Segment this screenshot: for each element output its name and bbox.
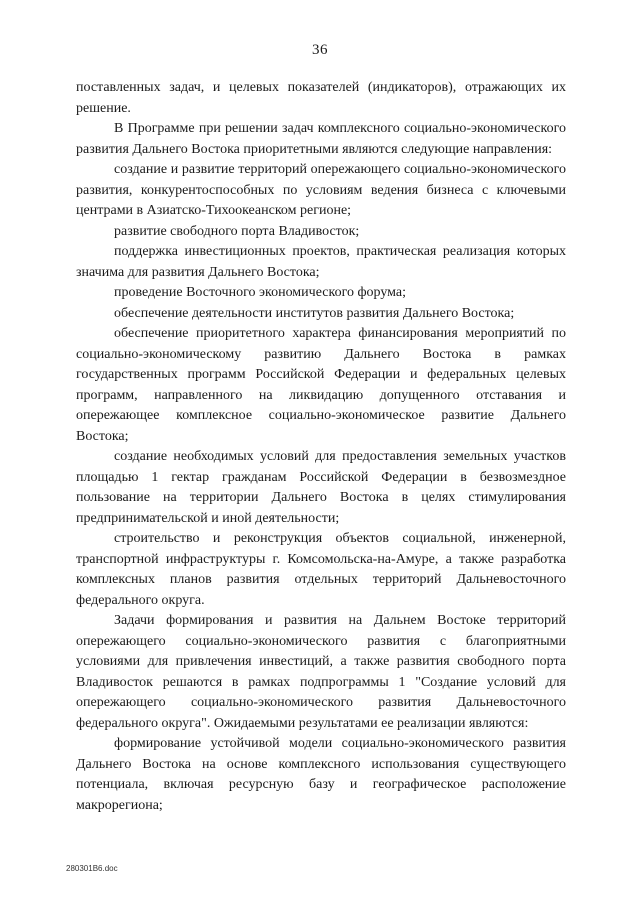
file-name-footer: 280301B6.doc — [66, 864, 118, 873]
paragraph-intro: В Программе при решении задач комплексного социально-экономического развития Дальнего Востока приоритетными являются следующие направления: — [76, 121, 566, 157]
document-body — [76, 78, 566, 816]
page-number: 36 — [312, 42, 328, 58]
list-item-komsomolsk: строительство и реконструкция объектов социальной, инженерной, транспортной инфраструктуры г. Комсомольска-на-Амуре, а также разработка комплексных планов развития отдельных территорий Дальневосточного федерального округа. — [76, 531, 566, 608]
list-item-free-port: развитие свободного порта Владивосток; — [114, 223, 360, 239]
list-item-forum: проведение Восточного экономического форума; — [114, 285, 407, 300]
list-item-financing: обеспечение приоритетного характера финансирования мероприятий по социально-экономическому развитию Дальнего Востока в рамках государственных программ Российской Федерации и федеральных целевых программ, направленного на ликвидацию допущенного отставания и опережающее комплексное социально-экономическое развитие Дальнего Востока; — [76, 326, 566, 444]
list-item-institutes: обеспечение деятельности институтов развития Дальнего Востока; — [114, 305, 515, 321]
paragraph-subprogram: Задачи формирования и развития на Дальнем Востоке территорий опережающего социально-экономического развития с благоприятными условиями для привлечения инвестиций, а также развития свободного порта Владивосток решаются в рамках подпрограммы 1 "Создание условий для опережающего социально-экономического развития Дальневосточного федерального округа". Ожидаемыми результатами ее реализации являются: — [76, 613, 566, 731]
paragraph-continuation: поставленных задач, и целевых показателей (индикаторов), отражающих их решение. — [76, 80, 566, 116]
list-item-tor: создание и развитие территорий опережающего социально-экономического развития, конкурентоспособных по условиям ведения бизнеса с ключевыми центрами в Азиатско-Тихоокеанском регионе; — [76, 162, 566, 218]
list-item-sustainable-model: формирование устойчивой модели социально-экономического развития Дальнего Востока на основе комплексного использования существующего потенциала, включая ресурсную базу и географическое расположение макрорегиона; — [76, 736, 566, 813]
list-item-investment-support: поддержка инвестиционных проектов, практическая реализация которых значима для развития Дальнего Востока; — [76, 244, 566, 280]
list-item-land-hectare: создание необходимых условий для предоставления земельных участков площадью 1 гектар гражданам Российской Федерации в безвозмездное пользование на территории Дальнего Востока в целях стимулирования предпринимательской и иной деятельности; — [76, 449, 566, 526]
